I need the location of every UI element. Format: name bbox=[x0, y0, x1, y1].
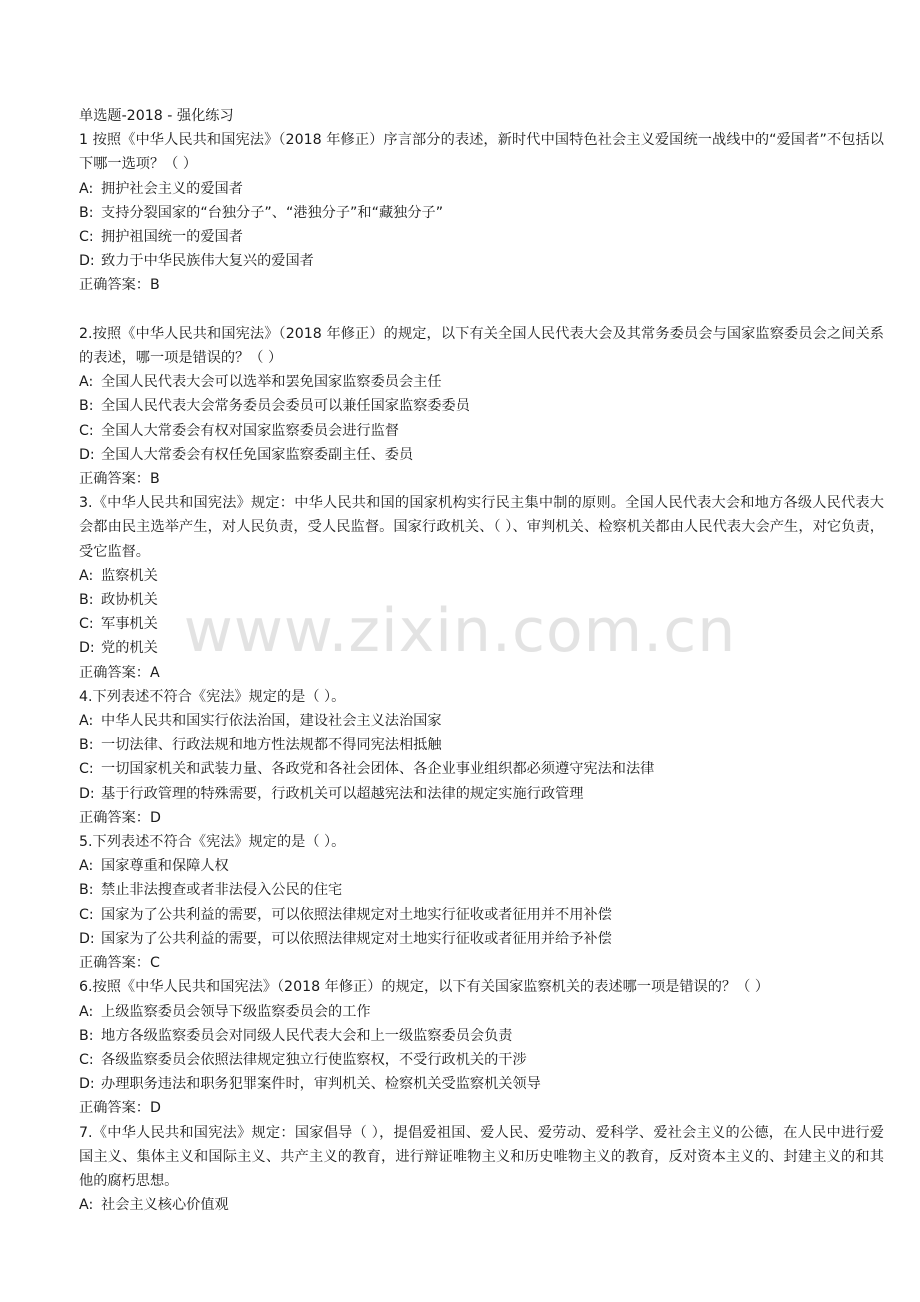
option-text: 拥护社会主义的爱国者 bbox=[101, 180, 243, 197]
answer-option bbox=[79, 588, 884, 612]
option-text: 一切国家机关和武装力量、各政党和各社会团体、各企业事业组织都必须遵守宪法和法律 bbox=[101, 761, 655, 778]
answer-option bbox=[79, 757, 884, 781]
option-label: A: bbox=[79, 1003, 94, 1020]
option-label: C: bbox=[79, 906, 94, 923]
answer-value: B bbox=[149, 277, 160, 294]
option-text: 一切法律、行政法规和地方性法规都不得同宪法相抵触 bbox=[101, 737, 442, 754]
option-label: A: bbox=[79, 858, 94, 875]
option-label: A: bbox=[79, 1197, 94, 1214]
option-label: D: bbox=[79, 446, 95, 463]
answer-option bbox=[79, 1000, 884, 1024]
question-stem: 4.下列表述不符合《宪法》规定的是（ ）。 bbox=[79, 688, 346, 705]
answer-prefix: 正确答案： bbox=[79, 471, 150, 488]
option-label: D: bbox=[79, 785, 95, 802]
question-block bbox=[79, 685, 884, 830]
watermark: www.zixin.com.cn bbox=[183, 596, 737, 666]
option-label: C: bbox=[79, 422, 94, 439]
question-stem: 7.《中华人民共和国宪法》规定：国家倡导（ ），提倡爱祖国、爱人民、爱劳动、爱科学、爱社会主义的公德，在人民中进行爱国主义、集体主义和国际主义、共产主义的教育，进行辩证唯物主义和历史唯物主义的教育，反对资本主义的、封建主义的和其他的腐朽思想。 bbox=[79, 1124, 884, 1189]
question-stem: 2.按照《中华人民共和国宪法》（2018 年修正）的规定，以下有关全国人民代表大会及其常务委员会与国家监察委员会之间关系的表述，哪一项是错误的？（ ） bbox=[79, 325, 884, 367]
answer-option bbox=[79, 612, 884, 636]
option-label: B: bbox=[79, 592, 94, 609]
option-label: C: bbox=[79, 761, 94, 778]
option-text: 禁止非法搜查或者非法侵入公民的住宅 bbox=[101, 882, 343, 899]
answer-value: A bbox=[149, 664, 160, 681]
answer-prefix: 正确答案： bbox=[79, 277, 150, 294]
question-block bbox=[79, 1121, 884, 1218]
answer-option bbox=[79, 1072, 884, 1096]
option-label: D: bbox=[79, 930, 95, 947]
option-label: D: bbox=[79, 1076, 95, 1093]
question-list bbox=[79, 128, 884, 1217]
answer-option bbox=[79, 1193, 884, 1217]
answer-option bbox=[79, 201, 884, 225]
option-text: 上级监察委员会领导下级监察委员会的工作 bbox=[101, 1003, 371, 1020]
option-label: B: bbox=[79, 1027, 94, 1044]
option-text: 地方各级监察委员会对同级人民代表大会和上一级监察委员会负责 bbox=[101, 1027, 513, 1044]
option-text: 拥护祖国统一的爱国者 bbox=[101, 229, 243, 246]
question-stem: 1 按照《中华人民共和国宪法》（2018 年修正）序言部分的表述，新时代中国特色社会主义爱国统一战线中的“爱国者”不包括以下哪一选项？（ ） bbox=[79, 132, 884, 173]
option-label: B: bbox=[79, 882, 94, 899]
answer-value: B bbox=[149, 471, 160, 488]
option-label: B: bbox=[79, 737, 94, 754]
answer-option bbox=[79, 443, 884, 467]
answer-option bbox=[79, 249, 884, 273]
option-text: 中华人民共和国实行依法治国，建设社会主义法治国家 bbox=[101, 713, 442, 730]
answer-option bbox=[79, 419, 884, 443]
question-block bbox=[79, 491, 884, 685]
question-stem: 3.《中华人民共和国宪法》规定：中华人民共和国的国家机构实行民主集中制的原则。全国人民代表大会和地方各级人民代表大会都由民主选举产生，对人民负责，受人民监督。国家行政机关、（ ）、审判机关、检察机关都由人民代表大会产生，对它负责，受它监督。 bbox=[79, 495, 884, 560]
answer-value: C bbox=[149, 955, 160, 972]
answer-prefix: 正确答案： bbox=[79, 1100, 150, 1117]
option-label: C: bbox=[79, 229, 94, 246]
answer-option bbox=[79, 1024, 884, 1048]
question-block bbox=[79, 322, 884, 491]
question-block bbox=[79, 830, 884, 975]
option-text: 国家尊重和保障人权 bbox=[101, 858, 229, 875]
option-text: 基于行政管理的特殊需要，行政机关可以超越宪法和法律的规定实施行政管理 bbox=[101, 785, 584, 802]
option-text: 全国人民代表大会可以选举和罢免国家监察委员会主任 bbox=[101, 374, 442, 391]
option-text: 各级监察委员会依照法律规定独立行使监察权，不受行政机关的干涉 bbox=[101, 1051, 527, 1068]
answer-option bbox=[79, 177, 884, 201]
document-page bbox=[79, 104, 884, 1217]
correct-answer bbox=[79, 806, 884, 830]
answer-option bbox=[79, 878, 884, 902]
correct-answer bbox=[79, 661, 884, 685]
answer-option bbox=[79, 854, 884, 878]
question-block bbox=[79, 975, 884, 1120]
answer-option bbox=[79, 636, 884, 660]
option-label: C: bbox=[79, 616, 94, 633]
option-text: 全国人民代表大会常务委员会委员可以兼任国家监察委委员 bbox=[101, 398, 470, 415]
answer-prefix: 正确答案： bbox=[79, 955, 150, 972]
answer-prefix: 正确答案： bbox=[79, 664, 150, 681]
option-label: A: bbox=[79, 713, 94, 730]
answer-prefix: 正确答案： bbox=[79, 809, 150, 826]
option-text: 党的机关 bbox=[101, 640, 158, 657]
option-text: 政协机关 bbox=[101, 592, 158, 609]
correct-answer bbox=[79, 467, 884, 491]
option-text: 致力于中华民族伟大复兴的爱国者 bbox=[101, 253, 314, 270]
option-text: 社会主义核心价值观 bbox=[101, 1197, 229, 1214]
answer-option bbox=[79, 1048, 884, 1072]
option-label: D: bbox=[79, 640, 95, 657]
answer-value: D bbox=[149, 809, 161, 826]
correct-answer bbox=[79, 273, 884, 297]
option-label: A: bbox=[79, 180, 94, 197]
answer-option bbox=[79, 564, 884, 588]
blank-line bbox=[79, 298, 884, 322]
option-label: A: bbox=[79, 567, 94, 584]
answer-option bbox=[79, 394, 884, 418]
correct-answer bbox=[79, 951, 884, 975]
answer-option bbox=[79, 903, 884, 927]
question-block bbox=[79, 128, 884, 297]
correct-answer bbox=[79, 1096, 884, 1120]
option-text: 军事机关 bbox=[101, 616, 158, 633]
answer-value: D bbox=[149, 1100, 161, 1117]
option-label: C: bbox=[79, 1051, 94, 1068]
option-label: B: bbox=[79, 204, 94, 221]
option-text: 国家为了公共利益的需要，可以依照法律规定对土地实行征收或者征用并给予补偿 bbox=[101, 930, 612, 947]
option-label: B: bbox=[79, 398, 94, 415]
option-text: 办理职务违法和职务犯罪案件时，审判机关、检察机关受监察机关领导 bbox=[101, 1076, 541, 1093]
answer-option bbox=[79, 733, 884, 757]
document-title: 单选题-2018 - 强化练习 bbox=[79, 108, 234, 124]
option-text: 全国人大常委会有权任免国家监察委副主任、委员 bbox=[101, 446, 414, 463]
answer-option bbox=[79, 709, 884, 733]
question-stem: 6.按照《中华人民共和国宪法》（2018 年修正）的规定，以下有关国家监察机关的表述哪一项是错误的？（ ） bbox=[79, 979, 770, 996]
answer-option bbox=[79, 927, 884, 951]
option-label: D: bbox=[79, 253, 95, 270]
option-text: 国家为了公共利益的需要，可以依照法律规定对土地实行征收或者征用并不用补偿 bbox=[101, 906, 612, 923]
answer-option bbox=[79, 370, 884, 394]
answer-option bbox=[79, 782, 884, 806]
question-stem: 5.下列表述不符合《宪法》规定的是（ ）。 bbox=[79, 834, 346, 851]
option-text: 全国人大常委会有权对国家监察委员会进行监督 bbox=[101, 422, 399, 439]
option-text: 支持分裂国家的“台独分子”、“港独分子”和“藏独分子” bbox=[101, 204, 444, 221]
option-text: 监察机关 bbox=[101, 567, 158, 584]
option-label: A: bbox=[79, 374, 94, 391]
answer-option bbox=[79, 225, 884, 249]
